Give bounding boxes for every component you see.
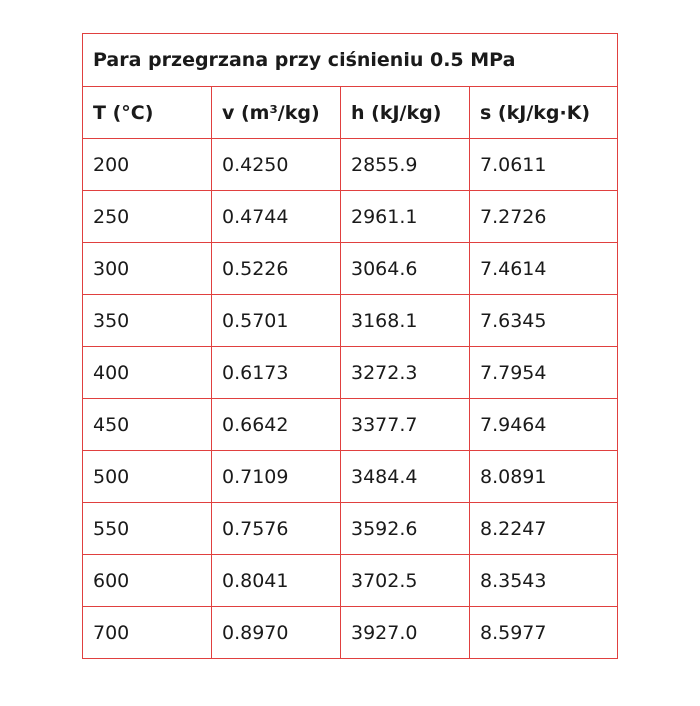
cell-enthalpy: 2855.9 [341, 139, 470, 191]
cell-specific-volume: 0.5226 [212, 243, 341, 295]
column-header-specific-volume: v (m³/kg) [212, 87, 341, 139]
cell-specific-volume: 0.8970 [212, 607, 341, 659]
table-row [83, 243, 618, 295]
table-row [83, 139, 618, 191]
cell-enthalpy: 3702.5 [341, 555, 470, 607]
cell-entropy: 7.4614 [470, 243, 618, 295]
cell-entropy: 8.0891 [470, 451, 618, 503]
cell-entropy: 7.0611 [470, 139, 618, 191]
table-row [83, 451, 618, 503]
cell-entropy: 8.2247 [470, 503, 618, 555]
cell-temperature: 550 [83, 503, 212, 555]
cell-entropy: 7.6345 [470, 295, 618, 347]
table-title: Para przegrzana przy ciśnieniu 0.5 MPa [83, 34, 618, 87]
cell-temperature: 450 [83, 399, 212, 451]
cell-temperature: 500 [83, 451, 212, 503]
table-row [83, 399, 618, 451]
table-header-row [83, 87, 618, 139]
cell-specific-volume: 0.5701 [212, 295, 341, 347]
cell-specific-volume: 0.7109 [212, 451, 341, 503]
cell-enthalpy: 3168.1 [341, 295, 470, 347]
cell-entropy: 8.5977 [470, 607, 618, 659]
cell-enthalpy: 3064.6 [341, 243, 470, 295]
cell-specific-volume: 0.6173 [212, 347, 341, 399]
column-header-enthalpy: h (kJ/kg) [341, 87, 470, 139]
column-header-entropy: s (kJ/kg·K) [470, 87, 618, 139]
cell-entropy: 8.3543 [470, 555, 618, 607]
cell-temperature: 250 [83, 191, 212, 243]
table-row [83, 347, 618, 399]
table-row [83, 555, 618, 607]
column-header-temperature: T (°C) [83, 87, 212, 139]
table-row [83, 191, 618, 243]
cell-enthalpy: 3272.3 [341, 347, 470, 399]
cell-temperature: 400 [83, 347, 212, 399]
cell-temperature: 200 [83, 139, 212, 191]
cell-enthalpy: 3592.6 [341, 503, 470, 555]
cell-specific-volume: 0.6642 [212, 399, 341, 451]
cell-specific-volume: 0.8041 [212, 555, 341, 607]
cell-specific-volume: 0.4250 [212, 139, 341, 191]
cell-temperature: 600 [83, 555, 212, 607]
cell-temperature: 300 [83, 243, 212, 295]
cell-entropy: 7.2726 [470, 191, 618, 243]
cell-specific-volume: 0.4744 [212, 191, 341, 243]
table-title-row [83, 34, 618, 87]
cell-enthalpy: 3484.4 [341, 451, 470, 503]
cell-enthalpy: 2961.1 [341, 191, 470, 243]
steam-properties-table [82, 33, 618, 659]
cell-temperature: 700 [83, 607, 212, 659]
cell-entropy: 7.9464 [470, 399, 618, 451]
cell-temperature: 350 [83, 295, 212, 347]
cell-enthalpy: 3377.7 [341, 399, 470, 451]
table-row [83, 607, 618, 659]
table-row [83, 295, 618, 347]
cell-specific-volume: 0.7576 [212, 503, 341, 555]
cell-enthalpy: 3927.0 [341, 607, 470, 659]
table-row [83, 503, 618, 555]
cell-entropy: 7.7954 [470, 347, 618, 399]
